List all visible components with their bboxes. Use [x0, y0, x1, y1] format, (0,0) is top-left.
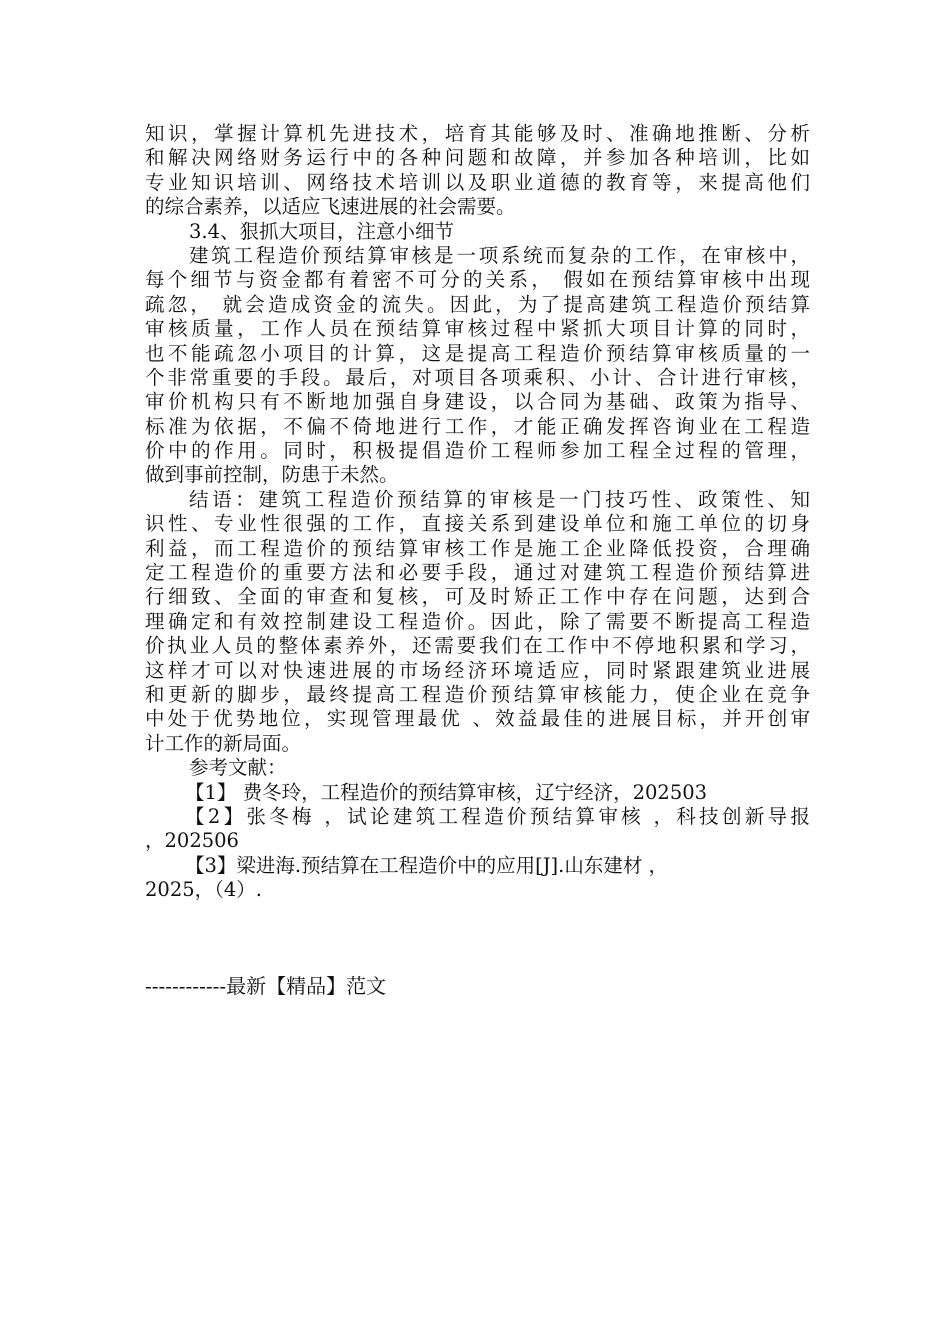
text-line: 利益，而工程造价的预结算审核工作是施工企业降低投资，合理确 — [145, 536, 810, 560]
text-line: 和更新的脚步，最终提高工程造价预结算审核能力，使企业在竞争 — [145, 682, 810, 706]
reference-item-continued: 2025，（4）. — [145, 878, 262, 902]
text-line: 和解决网络财务运行中的各种问题和故障，并参加各种培训，比如 — [145, 146, 810, 170]
text-line: 价执业人员的整体素养外，还需要我们在工作中不停地积累和学习， — [145, 634, 810, 658]
text-line: 定工程造价的重要方法和必要手段，通过对建筑工程造价预结算进 — [145, 561, 810, 585]
references-list — [145, 781, 810, 903]
text-line: 行细致、全面的审查和复核，可及时矫正工作中存在问题，达到合 — [145, 585, 810, 609]
text-line: 中处于优势地位，实现管理最优 、效益最佳的进展目标，并开创审 — [145, 707, 810, 731]
footer-banner: ------------最新【精品】范文 — [145, 974, 387, 998]
document-body — [145, 122, 810, 903]
text-line: 疏忽， 就会造成资金的流失。因此，为了提高建筑工程造价预结算 — [145, 292, 810, 316]
text-line: 个非常重要的手段。最后，对项目各项乘积、小计、合计进行审核， — [145, 365, 810, 389]
text-line: 做到事前控制，防患于未然。 — [145, 463, 399, 487]
text-line: 知识，掌握计算机先进技术，培育其能够及时、准确地推断、分析 — [145, 122, 810, 145]
text-line: 每个细节与资金都有着密不可分的关系， 假如在预结算审核中出现 — [145, 268, 810, 292]
paragraph-2 — [145, 244, 810, 488]
text-line: 结语：建筑工程造价预结算的审核是一门技巧性、政策性、知 — [189, 487, 810, 511]
text-line: 识性、专业性很强的工作，直接关系到建设单位和施工单位的切身 — [145, 512, 810, 536]
text-line: 这样才可以对快速进展的市场经济环境适应，同时紧跟建筑业进展 — [145, 658, 810, 682]
text-line: 价中的作用。同时，积极提倡造价工程师参加工程全过程的管理， — [145, 439, 810, 463]
reference-item-continued: ，202506 — [145, 829, 239, 853]
text-line: 的综合素养，以适应飞速进展的社会需要。 — [145, 195, 516, 219]
text-line: 计工作的新局面。 — [145, 731, 302, 755]
text-line: 审价机构只有不断地加强自身建设，以合同为基础、政策为指导、 — [145, 390, 810, 414]
text-line: 审核质量，工作人员在预结算审核过程中紧抓大项目计算的同时， — [145, 317, 810, 341]
reference-item: 【3】梁进海.预结算在工程造价中的应用[J].山东建材 ， — [185, 853, 669, 877]
paragraph-conclusion — [145, 488, 810, 756]
paragraph-1 — [145, 122, 810, 220]
text-line: 理确定和有效控制建设工程造价。因此，除了需要不断提高工程造 — [145, 609, 810, 633]
section-heading: 3.4、狠抓大项目，注意小细节 — [189, 219, 455, 243]
text-line: 建筑工程造价预结算审核是一项系统而复杂的工作，在审核中， — [189, 243, 810, 267]
reference-item: 【2】张冬梅 ，试论建筑工程造价预结算审核 ，科技创新导报 — [185, 804, 810, 828]
text-line: 也不能疏忽小项目的计算，这是提高工程造价预结算审核质量的一 — [145, 341, 810, 365]
text-line: 专业知识培训、网络技术培训以及职业道德的教育等，来提高他们 — [145, 170, 810, 194]
reference-item: 【1】 费冬玲，工程造价的预结算审核，辽宁经济，202503 — [185, 780, 708, 804]
text-line: 标准为依据，不偏不倚地进行工作，才能正确发挥咨询业在工程造 — [145, 414, 810, 438]
references-title: 参考文献： — [189, 756, 287, 780]
